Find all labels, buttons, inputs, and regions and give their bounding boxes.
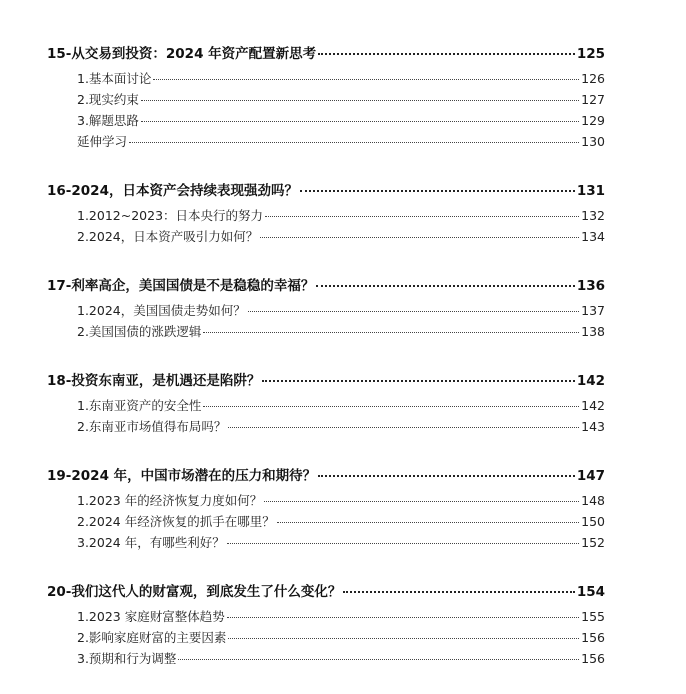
dot-leader [228,638,579,639]
section-title: 2.现实约束 [77,92,139,107]
section-title: 3.预期和行为调整 [77,651,177,666]
section-entry[interactable] [47,110,605,131]
chapter-heading[interactable] [47,367,605,395]
dot-leader [129,142,579,143]
chapter-18 [47,367,605,437]
section-entry[interactable] [47,226,605,247]
dot-leader [318,53,575,55]
section-entry[interactable] [47,648,605,669]
section-entry[interactable] [47,68,605,89]
section-entry[interactable] [47,416,605,437]
dot-leader [228,427,579,428]
section-title: 1.东南亚资产的安全性 [77,398,202,413]
page-number: 152 [581,535,605,550]
page-number: 143 [581,419,605,434]
chapter-title: 17-利率高企，美国国债是不是稳稳的幸福？ [47,278,315,294]
page-number: 136 [576,278,605,294]
section-title: 1.基本面讨论 [77,71,152,86]
dot-leader [265,216,579,217]
section-title: 2.2024 年经济恢复的抓手在哪里？ [77,514,275,529]
chapter-heading[interactable] [47,40,605,68]
dot-leader [300,190,575,192]
page-number: 142 [581,398,605,413]
dot-leader [227,543,579,544]
dot-leader [153,79,579,80]
chapter-heading[interactable] [47,462,605,490]
chapter-title: 16-2024，日本资产会持续表现强劲吗？ [47,183,298,199]
page-number: 155 [581,609,605,624]
section-title: 延伸学习 [77,134,128,149]
section-entry[interactable] [47,627,605,648]
page-number: 126 [581,71,605,86]
dot-leader [262,380,574,382]
section-title: 1.2023 年的经济恢复力度如何？ [77,493,263,508]
page-number: 150 [581,514,605,529]
page-number: 137 [581,303,605,318]
section-title: 2.2024，日本资产吸引力如何？ [77,229,259,244]
chapter-heading[interactable] [47,177,605,205]
page-number: 130 [581,134,605,149]
chapter-17 [47,272,605,342]
dot-leader [318,475,575,477]
section-entry[interactable] [47,321,605,342]
section-entry[interactable] [47,532,605,553]
dot-leader [203,332,579,333]
chapter-title: 20-我们这代人的财富观，到底发生了什么变化？ [47,584,342,600]
chapter-19 [47,462,605,553]
page-number: 156 [581,651,605,666]
section-title: 2.东南亚市场值得布局吗？ [77,419,227,434]
chapter-title: 18-投资东南亚，是机遇还是陷阱？ [47,373,261,389]
dot-leader [343,591,574,593]
chapter-heading[interactable] [47,272,605,300]
section-title: 1.2023 家庭财富整体趋势 [77,609,225,624]
dot-leader [264,501,579,502]
section-entry[interactable] [47,606,605,627]
section-title: 3.2024 年，有哪些利好？ [77,535,225,550]
chapter-title: 19-2024 年，中国市场潜在的压力和期待？ [47,468,317,484]
section-entry[interactable] [47,300,605,321]
page-number: 147 [576,468,605,484]
section-entry[interactable] [47,511,605,532]
section-entry[interactable] [47,131,605,152]
page-number: 134 [581,229,605,244]
table-of-contents [47,40,605,694]
section-entry[interactable] [47,395,605,416]
section-entry[interactable] [47,205,605,226]
section-title: 3.解题思路 [77,113,139,128]
dot-leader [260,237,579,238]
page-number: 138 [581,324,605,339]
page-number: 156 [581,630,605,645]
dot-leader [316,285,574,287]
dot-leader [178,659,579,660]
page-number: 142 [576,373,605,389]
section-title: 2.影响家庭财富的主要因素 [77,630,227,645]
section-entry[interactable] [47,490,605,511]
dot-leader [277,522,579,523]
dot-leader [248,311,579,312]
section-title: 1.2012~2023：日本央行的努力 [77,208,264,223]
chapter-title: 15-从交易到投资：2024 年资产配置新思考 [47,46,317,62]
dot-leader [203,406,579,407]
section-title: 1.2024，美国国债走势如何？ [77,303,246,318]
dot-leader [141,100,579,101]
page-number: 127 [581,92,605,107]
section-title: 2.美国国债的涨跌逻辑 [77,324,202,339]
page-number: 125 [576,46,605,62]
chapter-20 [47,578,605,669]
dot-leader [227,617,579,618]
dot-leader [141,121,579,122]
page-number: 129 [581,113,605,128]
page-number: 154 [576,584,605,600]
page-number: 131 [576,183,605,199]
section-entry[interactable] [47,89,605,110]
page-number: 148 [581,493,605,508]
page-number: 132 [581,208,605,223]
chapter-16 [47,177,605,247]
chapter-15 [47,40,605,152]
chapter-heading[interactable] [47,578,605,606]
